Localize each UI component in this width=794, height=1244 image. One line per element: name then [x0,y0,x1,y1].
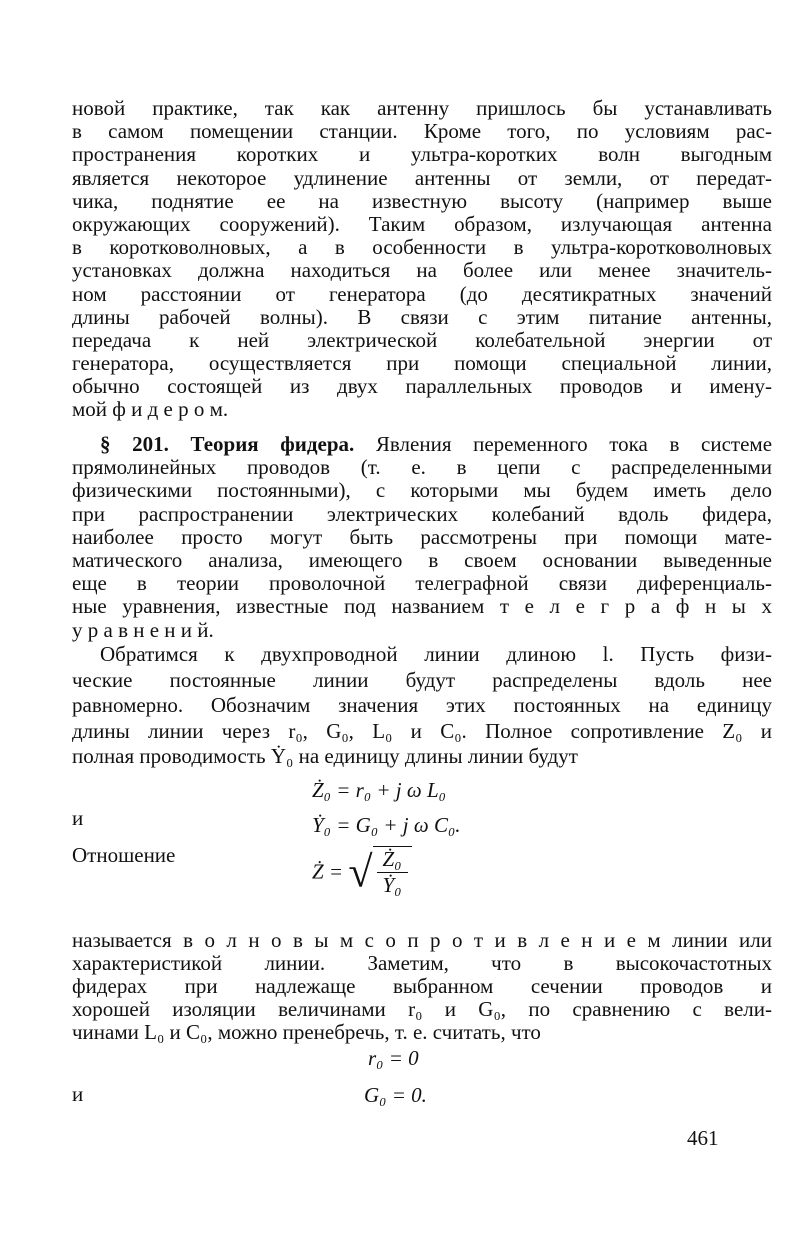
text-line: является некоторое удлинение антенны от земли, от передат- [72,165,772,190]
text-line: хорошей изоляции величинами r₀ и G₀, по сравнению с вели- [72,997,772,1021]
text-line: называется в о л н о в ы м с о п р о т и в л е н и е м линии или [72,928,772,952]
text-line: ном расстоянии от генератора (до десятикратных значений [72,281,772,306]
text-line: генератора, осуществляется при помощи специальной линии, [72,351,772,376]
formula-wave-impedance [312,846,412,898]
paragraph-wave-impedance [72,928,772,1043]
text-line: матического анализа, имеющего в своем основании выведенные [72,547,772,572]
text-line: при распространении электрических колебаний вдоль фидера, [72,501,772,526]
text-line: равномерно. Обозначим значения этих постоянных на единицу [72,693,772,717]
conjunction-and: и [72,806,84,830]
ratio-label: Отношение [72,843,176,867]
text-line: новой практике, так как антенну пришлось бы устанавливать [72,96,772,120]
text-line: пространения коротких и ультра-коротких волн выгодным [72,142,772,167]
formula-g0-zero: G₀ = 0. [364,1083,427,1107]
text-line: фидерах при надлежаще выбранном сечении проводов и [72,974,772,998]
fraction-numerator: Ż₀ [377,847,408,873]
fraction [373,846,412,898]
text-line: чика, поднятие ее на известную высоту (например выше [72,188,772,213]
text-line: полная проводимость Ẏ₀ на единицу длины линии будут [72,744,578,768]
paragraph-intro [72,96,772,421]
text-line: длины рабочей волны). В связи с этим питание антенны, [72,304,772,329]
text-line: установках должна находиться на более или менее значитель- [72,258,772,283]
text-line: характеристикой линии. Заметим, что в высокочастотных [72,951,772,975]
text-line: ные уравнения, известные под названием т е л е г р а ф н ы х [72,594,772,619]
section-first-line-text: Явления переменного тока в системе [375,432,773,456]
text-line: мой ф и д е р о м. [72,397,229,422]
conjunction-and-2: и [72,1082,84,1106]
text-line: физическими постоянными), с которыми мы будем иметь дело [72,478,772,503]
paragraph-two-wire-line [72,642,772,770]
text-line: прямолинейных проводов (т. е. в цепи с распределенными [72,455,772,480]
text-line: в коротковолновых, а в особенности в ультра-коротковолновых [72,235,772,260]
formula-z0: Ż₀ = r₀ + j ω L₀ [312,778,446,802]
text-line: окружающих сооружений). Таким образом, излучающая антенна [72,211,772,236]
section-first-line [72,432,772,455]
formula-z-lhs: Ż = [312,859,344,884]
text-line: длины линии через r₀, G₀, L₀ и C₀. Полное сопротивление Z₀ и [72,718,772,743]
text-line: ческие постоянные линии будут распределены вдоль нее [72,667,772,692]
text-line: еще в теории проволочной телеграфной связи диференциаль- [72,571,772,596]
section-201 [72,432,772,641]
text-line: передача к ней электрической колебательной энергии от [72,327,772,352]
text-line: наиболее просто могут быть рассмотрены при помощи мате- [72,524,772,549]
formula-y0: Ẏ₀ = G₀ + j ω C₀. [312,813,461,837]
text-line: Обратимся к двухпроводной линии длиною l. Пусть физи- [100,642,772,666]
text-line: в самом помещении станции. Кроме того, по условиям рас- [72,119,772,144]
page-number: 461 [687,1126,719,1150]
fraction-denominator: Ẏ₀ [382,873,402,897]
sqrt-sign: √ [348,847,373,897]
formula-r0-zero: r₀ = 0 [368,1046,419,1070]
text-line: чинами L₀ и C₀, можно пренебречь, т. е. считать, что [72,1020,541,1044]
text-line: у р а в н е н и й. [72,617,214,642]
section-heading: § 201. Теория фидера. [100,432,355,456]
text-line: обычно состоящей из двух параллельных проводов и имену- [72,374,772,399]
